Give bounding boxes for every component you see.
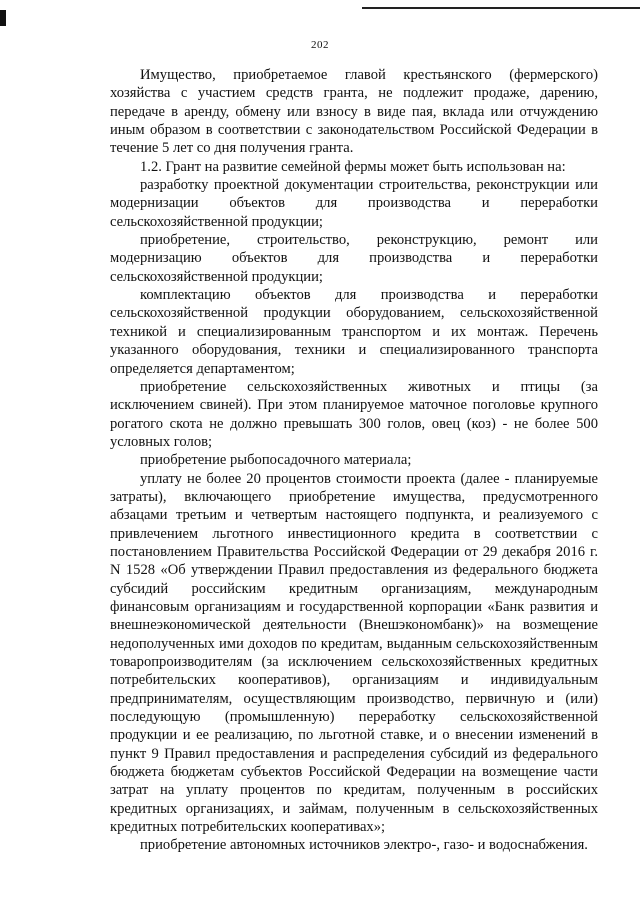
paragraph-construction: приобретение, строительство, реконструкцию, ремонт или модернизацию объектов для производства и переработки сельскохозяйственной продукции; (110, 232, 598, 285)
scan-top-line (362, 7, 640, 9)
paragraph-equipment: комплектацию объектов для производства и переработки сельскохозяйственной продукции оборудованием, сельскохозяйственной техникой и специализированным транспортом и их монтаж. Перечень указанного оборудования, техники и специализированного транспорта определяется департаментом; (110, 287, 598, 377)
paragraph-grant-purpose-heading: 1.2. Грант на развитие семейной фермы может быть использован на: (140, 158, 566, 175)
paragraph-loan-payment: уплату не более 20 процентов стоимости проекта (далее - планируемые затраты), включающего приобретение имущества, предусмотренного абзацами третьим и четвертым настоящего подпункта, и реализуемого с привлечением льготного инвестиционного кредита в соответствии с постановлением Правительства Российской Федерации от 29 декабря 2016 г. N 1528 «Об утверждении Правил предоставления из федерального бюджета субсидий российским кредитным организациям, международным финансовым организациям и государственной корпорации «Банк развития и внешнеэкономической деятельности (Внешэкономбанк)» на возмещение недополученных ими доходов по кредитам, выданным сельскохозяйственным товаропроизводителям (за исключением сельскохозяйственных кредитных потребительских кооперативов), организациям и индивидуальным предпринимателям, осуществляющим производство, первичную и (или) последующую (промышленную) переработку сельскохозяйственной продукции и ее реализацию, по льготной ставке, и о внесении изменений в пункт 9 Правил предоставления и распределения субсидий из федерального бюджета бюджетам субъектов Российской Федерации на возмещение части затрат на уплату процентов по кредитам, полученным в российских кредитных организациях, и займам, полученным в сельскохозяйственных кредитных потребительских кооперативах»; (110, 470, 598, 836)
paragraph-design-documentation: разработку проектной документации строительства, реконструкции или модернизации объектов для производства и переработки сельскохозяйственной продукции; (110, 177, 598, 230)
document-body (110, 66, 598, 855)
paragraph-fish-stock: приобретение рыбопосадочного материала; (140, 452, 412, 469)
paragraph-property-restriction: Имущество, приобретаемое главой крестьянского (фермерского) хозяйства с участием средств гранта, не подлежит продаже, дарению, передаче в аренду, обмену или взносу в виде пая, вклада или отчуждению иным образом в соответствии с законодательством Российской Федерации в течение 5 лет со дня получения гранта. (110, 67, 598, 157)
paragraph-livestock: приобретение сельскохозяйственных животных и птицы (за исключением свиней). При этом планируемое маточное поголовье крупного рогатого скота не должно превышать 300 голов, овец (коз) - не более 500 условных голов; (110, 378, 598, 450)
page-number: 202 (311, 39, 329, 51)
paragraph-autonomous-sources: приобретение автономных источников электро-, газо- и водоснабжения. (140, 837, 588, 854)
scan-edge-mark (0, 10, 6, 26)
